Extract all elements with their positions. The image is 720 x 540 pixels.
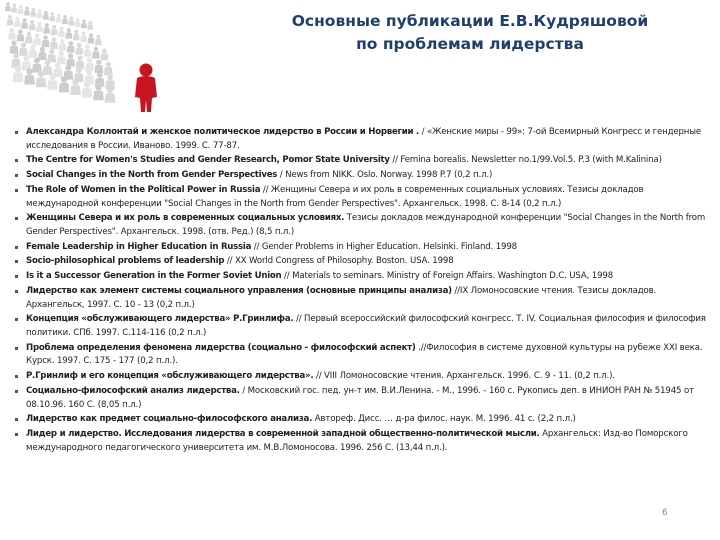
publication-details: / News from NIKK. Oslo. Norway. 1998 P.7 (0,2 п.л.): [279, 170, 493, 181]
crowd-person-icon: [43, 60, 53, 75]
crowd-person-icon: [75, 18, 81, 27]
crowd-person-icon: [58, 27, 65, 37]
bullet-icon: [15, 318, 18, 321]
publication-title: Социально-философский анализ лидерства.: [26, 385, 240, 396]
crowd-person-icon: [88, 33, 95, 43]
crowd-person-icon: [14, 17, 21, 27]
crowd-person-icon: [13, 66, 24, 82]
publication-item: [14, 184, 708, 211]
crowd-person-icon: [10, 40, 19, 53]
slide-title: [250, 10, 690, 56]
crowd-person-icon: [30, 8, 36, 17]
crowd-person-icon: [66, 53, 75, 66]
crowd-person-icon: [43, 11, 49, 20]
publication-title: Лидер и лидерство. Исследования лидерства в современной западной общественно-политической мысли.: [26, 429, 540, 440]
publication-details: Тезисы докладов международной конференции "Social Changes in the North from Gender Perspectives". Архангельск. 1998. (отв. Ред.) (8,5 п.л.): [26, 213, 706, 237]
crowd-person-icon: [51, 25, 58, 35]
crowd-person-icon: [84, 45, 92, 57]
publication-details: // Gender Problems in Higher Education. Helsinki. Finland. 1998: [253, 241, 518, 252]
crowd-person-icon: [38, 47, 47, 60]
publication-title: Socio-philosophical problems of leadership: [26, 256, 225, 267]
publication-title: Is it a Successor Generation in the Former Soviet Union: [26, 271, 282, 282]
publication-item: [14, 428, 708, 455]
publication-item: [14, 270, 708, 284]
publication-details: // Femina borealis. Newsletter no.1/99.Vol.5. P.3 (with M.Kalinina): [392, 155, 662, 166]
bullet-icon: [15, 275, 18, 278]
publication-details: Архангельск: Изд-во Поморского международного педагогического университета им. М.В.Ломоносова. 1996. 256 С. (13,44 п.л.).: [26, 429, 688, 453]
bullet-icon: [15, 159, 18, 162]
bullet-icon: [15, 246, 18, 249]
publication-title: Александра Коллонтай и женское политическое лидерство в России и Норвегии .: [26, 127, 420, 137]
publication-details: / «Женские миры - 99»: 7-ой Всемирный Конгресс и гендерные исследования в России. Иваново. 1999. С. 77-87.: [26, 127, 702, 151]
bullet-icon: [15, 375, 18, 378]
publication-item: [14, 255, 708, 269]
publication-details: Автореф. Дисс. … д-ра филос. наук. М. 1996. 41 с. (2,2 п.л.): [314, 414, 576, 425]
publication-title: The Centre for Women's Studies and Gender Research, Pomor State University: [26, 155, 390, 166]
page-number: 6: [662, 508, 668, 518]
crowd-person-icon: [95, 60, 104, 73]
bullet-icon: [15, 217, 18, 220]
crowd-person-icon: [8, 28, 16, 40]
publication-item: [14, 370, 708, 384]
publication-item: [14, 313, 708, 340]
publication-item: [14, 285, 708, 312]
publication-title: Р.Гринлиф и его концепция «обслуживающего лидерства».: [26, 371, 314, 382]
crowd-person-icon: [100, 49, 108, 61]
publication-title: Social Changes in the North from Gender Perspectives: [26, 170, 278, 181]
bullet-icon: [15, 189, 18, 192]
crowd-person-icon: [59, 39, 67, 51]
crowd-person-icon: [37, 9, 43, 18]
crowd-person-icon: [92, 47, 100, 59]
bullet-icon: [15, 174, 18, 177]
publication-item: [14, 154, 708, 168]
crowd-person-icon: [17, 30, 25, 42]
publication-details: .//Философия в системе духовной культуры на рубеже XXI века. Курск. 1997. С. 175 - 177 (0,2 п.л.).: [26, 342, 703, 367]
publication-title: The Role of Women in the Political Power in Russia: [26, 184, 261, 195]
publication-item: [14, 385, 708, 412]
crowd-person-icon: [50, 37, 58, 49]
crowd-person-icon: [73, 30, 80, 40]
crowd-person-icon: [62, 15, 68, 24]
crowd-person-icon: [87, 21, 93, 30]
crowd-person-icon: [80, 32, 87, 42]
crowd-figures: [5, 2, 115, 103]
crowd-person-icon: [33, 33, 41, 45]
crowd-person-icon: [57, 51, 66, 64]
crowd-person-icon: [67, 41, 75, 53]
bullet-icon: [15, 347, 18, 350]
publication-details: // VIII Ломоносовские чтения. Архангельск. 1996. С. 9 - 11. (0,2 п.л.).: [315, 371, 615, 382]
bullet-icon: [15, 418, 18, 421]
crowd-person-icon: [18, 5, 24, 14]
publication-title: Концепция «обслуживающего лидерства» Р.Гринлифа.: [26, 314, 294, 325]
crowd-person-icon: [81, 19, 87, 28]
publication-details: // XX World Congress of Philosophy. Boston. USA. 1998: [226, 256, 454, 267]
crowd-person-icon: [24, 7, 30, 16]
publication-item: [14, 126, 708, 153]
crowd-person-icon: [65, 28, 72, 38]
publication-details: / Московский гос. пед. ун-т им. В.И.Ленина. - М., 1996. - 160 с. Рукопись деп. в ИНИОН РАН № 51945 от 08.10.96. 160 С. (8,05 п.л.): [26, 385, 694, 410]
publication-details: //IX Ломоносовские чтения. Тезисы докладов. Архангельск, 1997. С. 10 - 13 (0,2 п.л.): [26, 286, 657, 310]
title-line-2: по проблемам лидерства: [356, 35, 584, 53]
crowd-person-icon: [42, 35, 50, 47]
crowd-person-icon: [29, 45, 38, 58]
bullet-icon: [15, 260, 18, 263]
publication-item: [14, 413, 708, 427]
crowd-person-icon: [29, 20, 36, 30]
publication-item: [14, 212, 708, 239]
crowd-person-icon: [104, 62, 113, 75]
publication-details: // Materials to seminars. Ministry of Foreign Affairs. Washington D.C. USA, 1998: [284, 271, 614, 282]
crowd-person-icon: [5, 2, 11, 11]
publication-item: [14, 169, 708, 183]
publication-item: [14, 241, 708, 255]
publication-title: Лидерство как элемент системы социального управления (основные принципы анализа): [26, 286, 452, 297]
publication-title: Female Leadership in Higher Education in Russia: [26, 241, 252, 252]
bullet-icon: [15, 390, 18, 393]
crowd-person-icon: [68, 17, 74, 26]
crowd-person-icon: [47, 49, 56, 62]
crowd-person-icon: [11, 4, 17, 13]
crowd-person-icon: [85, 57, 94, 70]
bullet-icon: [15, 290, 18, 293]
crowd-person-icon: [19, 43, 28, 56]
crowd-person-icon: [95, 35, 102, 45]
crowd-person-icon: [75, 43, 83, 55]
bullet-icon: [15, 131, 18, 134]
crowd-person-icon: [7, 15, 14, 25]
crowd-person-icon: [21, 18, 28, 28]
publication-title: Лидерство как предмет социально-философского анализа.: [26, 414, 313, 425]
crowd-person-icon: [25, 31, 33, 43]
publication-title: Проблема определения феномена лидерства (социально - философский аспект): [26, 342, 416, 353]
crowd-person-icon: [36, 22, 43, 32]
publication-list: [14, 126, 708, 456]
crowd-leader-illustration: [0, 0, 215, 118]
publication-details: // Первый всероссийский философский конгресс. Т. IV. Социальная философия и философия политики. СПб. 1997. С.114-116 (0,2 п.л.): [26, 314, 706, 338]
publication-title: Женщины Севера и их роль в современных социальных условиях.: [26, 213, 345, 224]
bullet-icon: [15, 433, 18, 436]
publication-item: [14, 342, 708, 369]
title-line-1: Основные публикации Е.В.Кудряшовой: [291, 12, 649, 30]
crowd-person-icon: [56, 14, 62, 23]
publication-details: // Женщины Севера и их роль в современных социальных условиях. Тезисы докладов международной конференции "Social Changes in the North from Gender Perspectives". Архангельск. 1998. С. 8-14 (0,2 п.л.): [26, 184, 644, 209]
crowd-person-icon: [43, 23, 50, 33]
crowd-person-icon: [49, 12, 55, 21]
leader-figure-icon: [135, 64, 157, 113]
crowd-person-icon: [76, 55, 85, 68]
